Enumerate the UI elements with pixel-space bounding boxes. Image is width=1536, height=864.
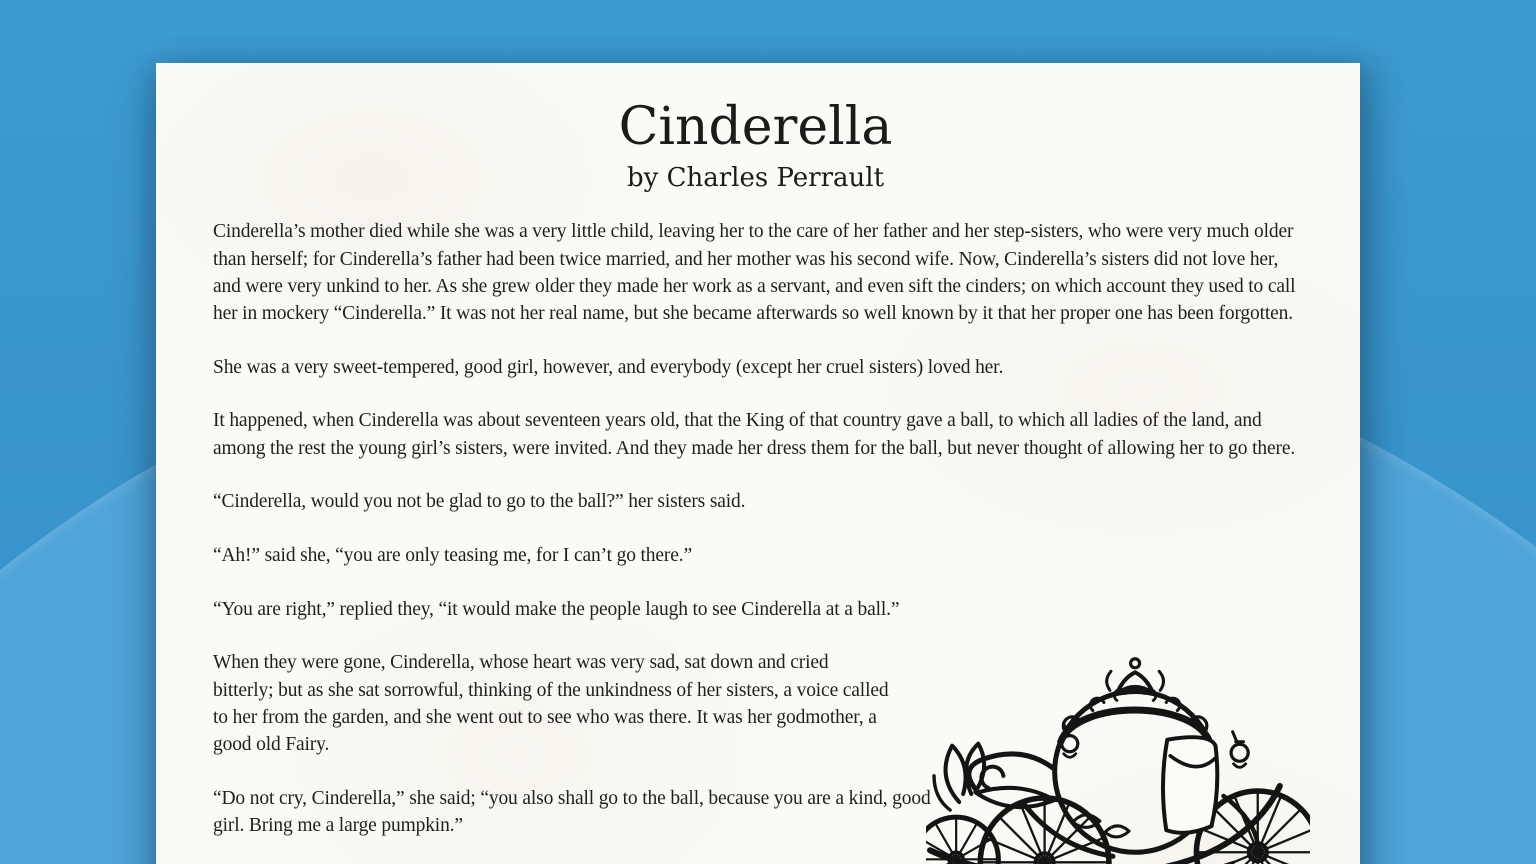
story-paragraph: “Ah!” said she, “you are only teasing me, for I can’t go there.” xyxy=(213,545,692,566)
story-paragraph: It happened, when Cinderella was about seventeen years old, that the King of that country gave a ball, to which all ladies of the land, and among the rest the young girl’s sisters, were invited. And they made her dress them for the ball, but never thought of allowing her to go there. xyxy=(213,410,1296,459)
document-page xyxy=(156,63,1360,864)
story-paragraph: “Cinderella, would you not be glad to go to the ball?” her sisters said. xyxy=(213,491,746,513)
carriage-illustration xyxy=(926,643,1310,864)
page-title: Cinderella xyxy=(618,97,893,157)
story-paragraph: When they were gone, Cinderella, whose heart was very sad, sat down and cried bitterly; but as she sat sorrowful, thinking of the unkindness of her sisters, a voice called to her from the garden, and she went out to see who was there. It was her godmother, a good old Fairy. xyxy=(213,652,889,756)
byline: by Charles Perrault xyxy=(626,163,885,194)
story-paragraph: “You are right,” replied they, “it would make the people laugh to see Cinderella at a ball.” xyxy=(213,598,900,620)
story-paragraph: Cinderella’s mother died while she was a very little child, leaving her to the care of her father and her step-sisters, who were very much older than herself; for Cinderella’s father had been twice married, and her mother was his second wife. Now, Cinderella’s sisters did not love her, and were very unkind to her. As she grew older they made her work as a servant, and even sift the cinders; on which account they used to call her in mockery “Cinderella.” It was not her real name, but she became afterwards so well known by it that her proper one has been forgotten. xyxy=(213,221,1296,324)
story-paragraph: She was a very sweet-tempered, good girl, however, and everybody (except her cruel sisters) loved her. xyxy=(213,356,1004,378)
story-paragraph: “Do not cry, Cinderella,” she said; “you also shall go to the ball, because you are a kind, good girl. Bring me a large pumpkin.” xyxy=(213,787,931,836)
